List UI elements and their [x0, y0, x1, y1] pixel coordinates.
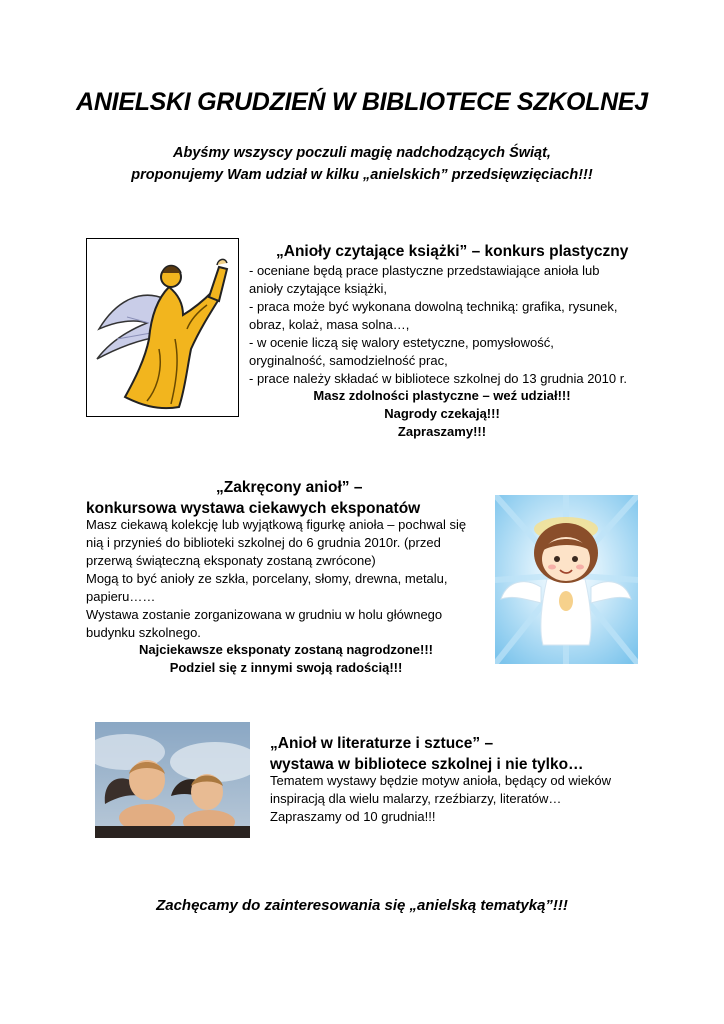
intro-text — [0, 142, 724, 186]
section2-title — [86, 477, 486, 519]
section2-text — [86, 516, 486, 642]
section1-line: - prace należy składać w bibliotece szkolnej do 13 grudnia 2010 r. — [249, 371, 627, 386]
section3-title-line-2: wystawa w bibliotece szkolnej i nie tylko… — [270, 756, 584, 773]
section2-callout-line: Najciekawsze eksponaty zostaną nagrodzone!!! — [138, 642, 434, 657]
section2-callout-line: Podziel się z innymi swoją radością!!! — [169, 660, 403, 675]
section2-line: nią i przynieś do biblioteki szkolnej do 6 grudnia 2010r. (przed — [86, 535, 441, 550]
closing-text: Zachęcamy do zainteresowania się „anielską tematyką”!!! — [156, 897, 568, 914]
section2-line: Masz ciekawą kolekcję lub wyjątkową figurkę anioła – pochwal się — [86, 517, 467, 532]
section2-line: Wystawa zostanie zorganizowana w grudniu w holu głównego — [86, 607, 443, 622]
section1-line: anioły czytające książki, — [249, 281, 387, 296]
intro-line-1: Abyśmy wszyscy poczuli magię nadchodzących Świąt, — [173, 145, 551, 161]
section1-line: oryginalność, samodzielność prac, — [249, 353, 448, 368]
section1-line: - praca może być wykonana dowolną techniką: grafika, rysunek, — [249, 299, 618, 314]
section2-line: przerwą świąteczną eksponaty zostaną zwrócone) — [86, 553, 376, 568]
cartoon-angel-image — [495, 495, 638, 664]
section1-line: - oceniane będą prace plastyczne przedstawiające anioła lub — [249, 263, 600, 278]
section1-text — [249, 262, 649, 388]
section2-callout — [86, 641, 486, 677]
section1-title: „Anioły czytające książki” – konkurs plastyczny — [276, 243, 629, 260]
section1-callout — [249, 387, 635, 441]
section3-title — [270, 733, 670, 775]
section1-callout-line: Zapraszamy!!! — [397, 424, 487, 439]
section3-text — [270, 772, 670, 826]
section1-line: obraz, kolaż, masa solna…, — [249, 317, 410, 332]
section3-title-line-1: „Anioł w literaturze i sztuce” – — [270, 735, 494, 752]
section2-line: budynku szkolnego. — [86, 625, 201, 640]
section2-title-line-1: „Zakręcony anioł” – — [216, 479, 363, 496]
cherubs-painting-image — [95, 722, 250, 838]
intro-line-2: proponujemy Wam udział w kilku „anielskich” przedsięwzięciach!!! — [131, 167, 593, 183]
section1-callout-line: Masz zdolności plastyczne – weź udział!!! — [313, 388, 571, 403]
section3-line: Zapraszamy od 10 grudnia!!! — [270, 809, 436, 824]
angel-clipart-image — [86, 238, 239, 417]
section3-line: Tematem wystawy będzie motyw anioła, będący od wieków — [270, 773, 612, 788]
section2-line: papieru…… — [86, 589, 156, 604]
page-title: ANIELSKI GRUDZIEŃ W BIBLIOTECE SZKOLNEJ — [76, 88, 648, 116]
section2-line: Mogą to być anioły ze szkła, porcelany, słomy, drewna, metalu, — [86, 571, 448, 586]
section3-line: inspiracją dla wielu malarzy, rzeźbiarzy, literatów… — [270, 791, 562, 806]
section1-line: - w ocenie liczą się walory estetyczne, pomysłowość, — [249, 335, 554, 350]
section1-callout-line: Nagrody czekają!!! — [384, 406, 500, 421]
section2-title-line-2: konkursowa wystawa ciekawych eksponatów — [86, 500, 421, 517]
